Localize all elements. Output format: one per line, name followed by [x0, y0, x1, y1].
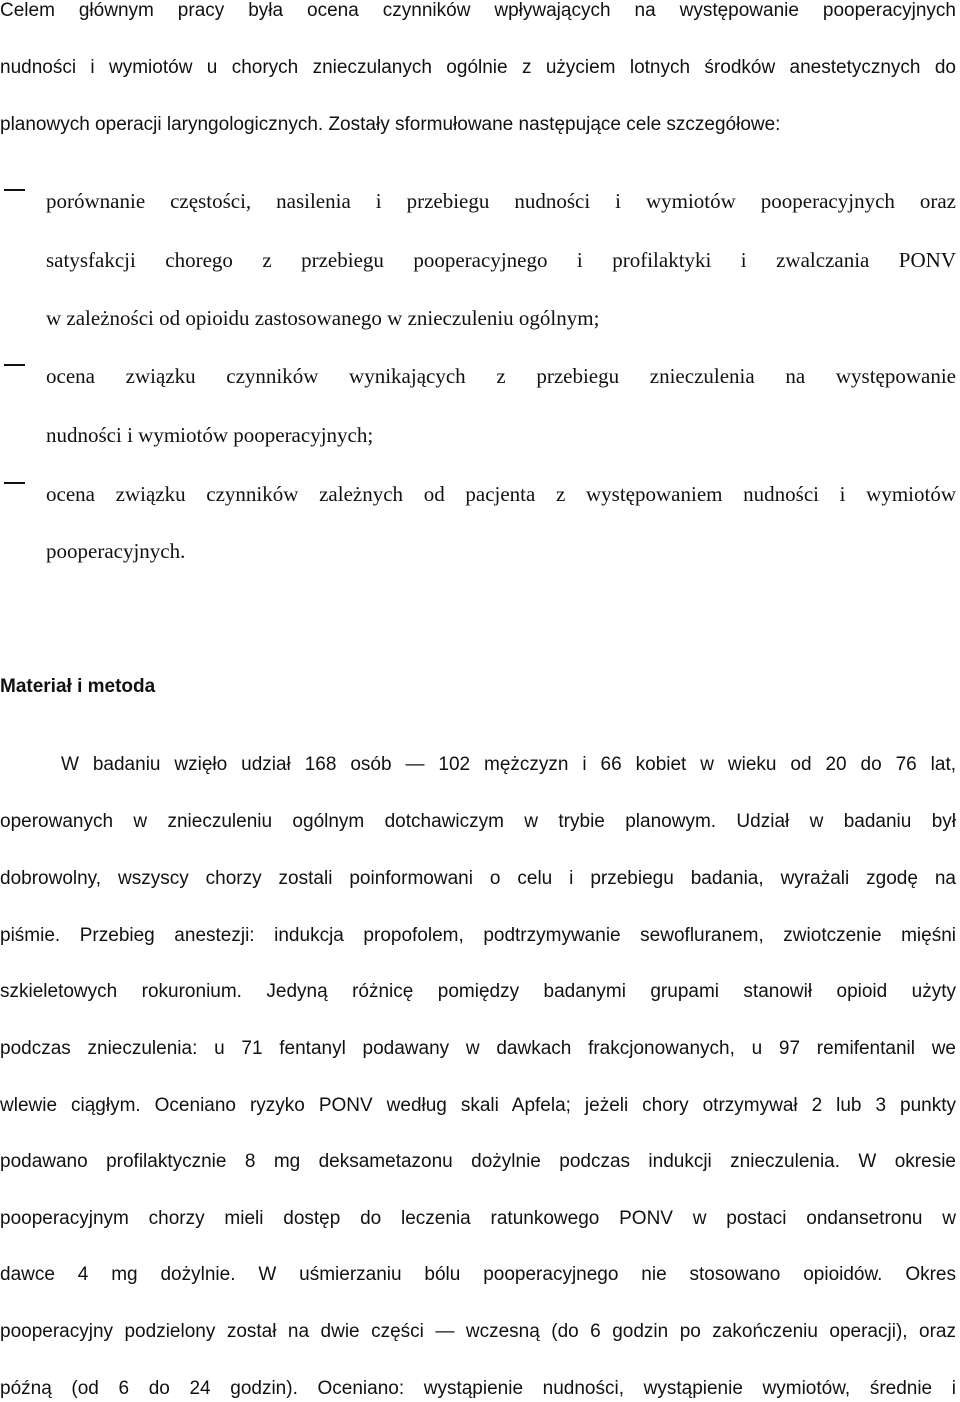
objective-line: ocena związku czynników wynikających z przebiegu znieczulenia na występowanie [46, 364, 956, 388]
methods-line: dobrowolny, wszyscy chorzy zostali poinformowani o celu i przebiegu badania, wyrażali zgodę na [0, 868, 956, 889]
methods-line: szkieletowych rokuronium. Jedyną różnicę pomiędzy badanymi grupami stanowił opioid użyty [0, 981, 956, 1002]
intro-line: nudności i wymiotów u chorych znieczulanych ogólnie z użyciem lotnych środków anestetycznych do [0, 57, 956, 78]
methods-line: W badaniu wzięło udział 168 osób — 102 mężczyzn i 66 kobiet w wieku od 20 do 76 lat, [61, 754, 956, 775]
methods-line: piśmie. Przebieg anestezji: indukcja propofolem, podtrzymywanie sewofluranem, zwiotczenie mięśni [0, 925, 956, 946]
objective-line: nudności i wymiotów pooperacyjnych; [46, 423, 374, 447]
objective-line: w zależności od opioidu zastosowanego w znieczuleniu ogólnym; [46, 306, 600, 330]
objective-line: satysfakcji chorego z przebiegu pooperacyjnego i profilaktyki i zwalczania PONV [46, 248, 956, 272]
objective-line: porównanie częstości, nasilenia i przebiegu nudności i wymiotów pooperacyjnych oraz [46, 189, 956, 213]
dash-bullet-icon [4, 364, 25, 366]
objective-line: ocena związku czynników zależnych od pacjenta z występowaniem nudności i wymiotów [46, 482, 956, 506]
methods-line: pooperacyjny podzielony został na dwie części — wczesną (do 6 godzin po zakończeniu operacji), oraz [0, 1321, 956, 1342]
dash-bullet-icon [4, 482, 25, 484]
methods-line: podawano profilaktycznie 8 mg deksametazonu dożylnie podczas indukcji znieczulenia. W okresie [0, 1151, 956, 1172]
methods-line: późną (od 6 do 24 godzin). Oceniano: wystąpienie nudności, wystąpienie wymiotów, średnie i [0, 1378, 956, 1399]
intro-line: planowych operacji laryngologicznych. Zostały sformułowane następujące cele szczegółowe: [0, 114, 781, 135]
methods-line: pooperacyjnym chorzy mieli dostęp do leczenia ratunkowego PONV w postaci ondansetronu w [0, 1208, 956, 1229]
methods-line: operowanych w znieczuleniu ogólnym dotchawiczym w trybie planowym. Udział w badaniu był [0, 811, 956, 832]
methods-line: podczas znieczulenia: u 71 fentanyl podawany w dawkach frakcjonowanych, u 97 remifentanil we [0, 1038, 956, 1059]
dash-bullet-icon [4, 189, 25, 191]
section-heading: Materiał i metoda [0, 676, 156, 697]
methods-line: wlewie ciągłym. Oceniano ryzyko PONV według skali Apfela; jeżeli chory otrzymywał 2 lub 3 punkty [0, 1095, 956, 1116]
methods-line: dawce 4 mg dożylnie. W uśmierzaniu bólu pooperacyjnego nie stosowano opioidów. Okres [0, 1264, 956, 1285]
intro-line: Celem głównym pracy była ocena czynników wpływających na występowanie pooperacyjnych [0, 0, 956, 21]
objective-line: pooperacyjnych. [46, 539, 186, 563]
